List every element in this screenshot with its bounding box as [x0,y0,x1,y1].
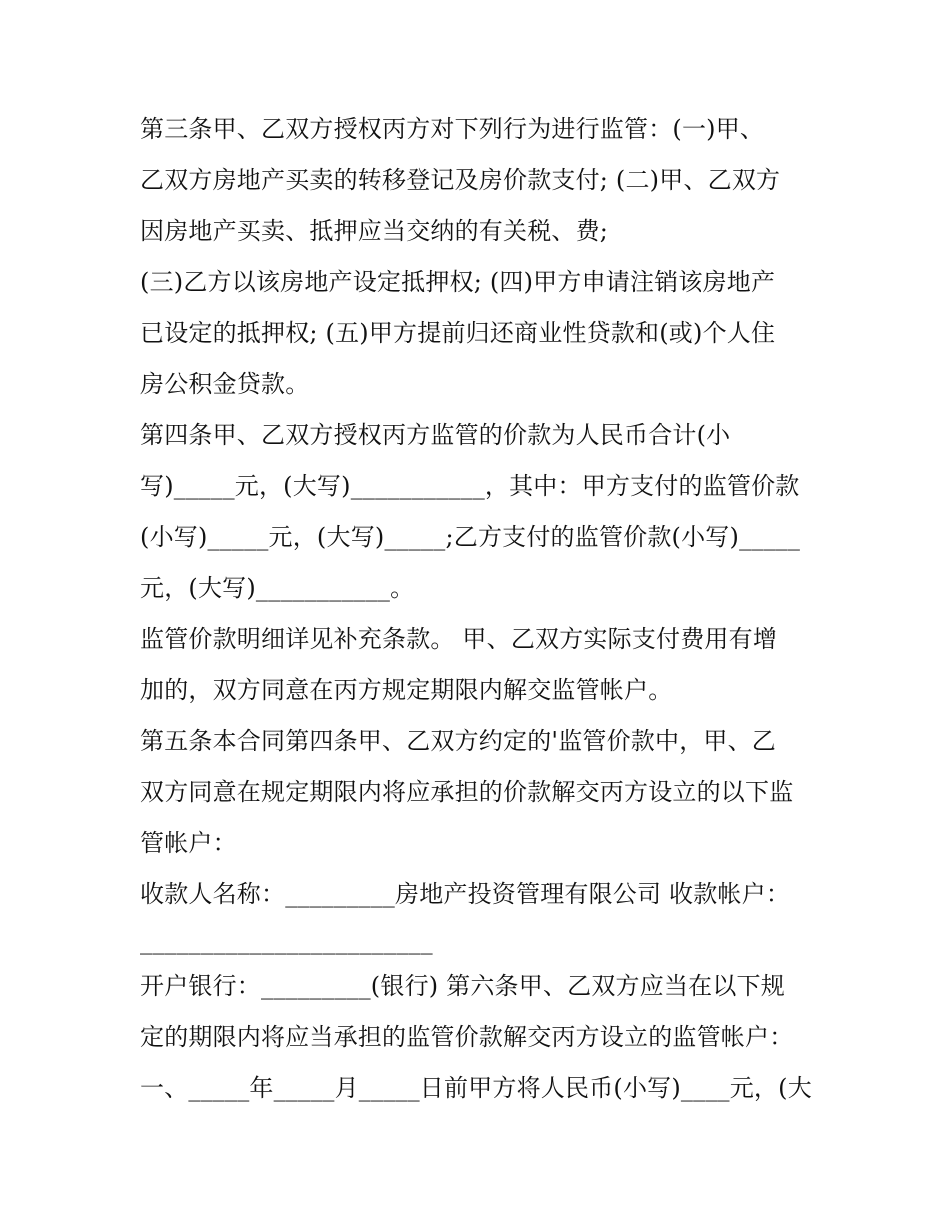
text-line: 乙双方房地产买卖的转移登记及房价款支付; (二)甲、乙双方 [140,166,781,194]
text-line: (三)乙方以该房地产设定抵押权; (四)甲方申请注销该房地产 [140,268,776,296]
text-line: 房公积金贷款。 [140,370,310,398]
text-line: 元，(大写)___________。 [140,574,415,602]
text-line: 加的，双方同意在丙方规定期限内解交监管帐户。 [140,676,673,704]
text-line-article-5: 第五条本合同第四条甲、乙双方约定的'监管价款中，甲、乙 [140,727,776,755]
text-line: 双方同意在规定期限内将应承担的价款解交丙方设立的以下监 [140,778,794,806]
bank-line-article-6: 开户银行：_________(银行) 第六条甲、乙双方应当在以下规 [140,972,785,1000]
text-line: 定的期限内将应当承担的监管价款解交丙方设立的监管帐户： [140,1023,794,1051]
text-line: (小写)_____元，(大写)_____;乙方支付的监管价款(小写)_____ [140,523,801,551]
account-number-blank: ________________________ [140,927,433,955]
text-line: 管帐户： [140,829,237,857]
text-line: 监管价款明细详见补充条款。 甲、乙双方实际支付费用有增 [140,625,778,653]
text-line: 因房地产买卖、抵押应当交纳的有关税、费; [140,217,609,245]
text-line: 已设定的抵押权; (五)甲方提前归还商业性贷款和(或)个人住 [140,319,776,347]
text-line: 写)_____元，(大写)___________，其中：甲方支付的监管价款 [140,472,800,500]
text-line-article-3: 第三条甲、乙双方授权丙方对下列行为进行监管：(一)甲、 [140,115,765,143]
text-line: 一、_____年_____月_____日前甲方将人民币(小写)____元，(大 [140,1074,812,1102]
text-line-article-4: 第四条甲、乙双方授权丙方监管的价款为人民币合计(小 [140,421,731,449]
payee-name-line: 收款人名称：_________房地产投资管理有限公司 收款帐户： [140,880,791,908]
